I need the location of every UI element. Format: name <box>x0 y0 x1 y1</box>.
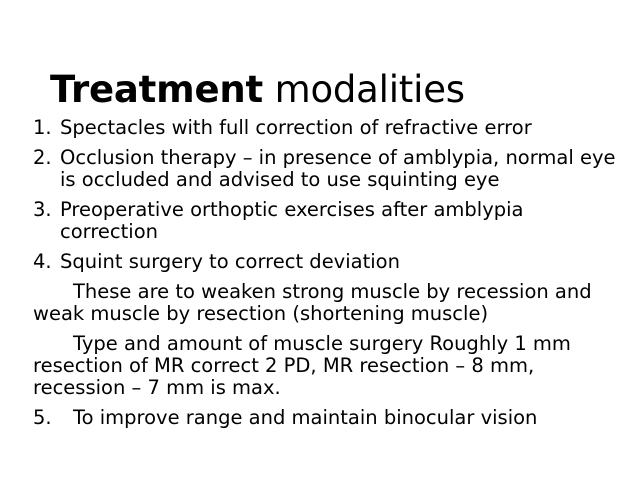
list-text: Preoperative orthoptic exercises after amblypia correction <box>60 198 524 243</box>
list-item <box>33 251 618 273</box>
list-text: Occlusion therapy – in presence of amblypia, normal eye is occluded and advised to use squinting eye <box>60 146 616 191</box>
list-text: Spectacles with full correction of refractive error <box>60 116 532 139</box>
paragraph-muscle-weakening: These are to weaken strong muscle by recession and weak muscle by resection (shortening muscle) <box>33 280 592 325</box>
list-number: 5. <box>33 406 52 429</box>
list-number: 1. <box>33 116 52 139</box>
list-text: Squint surgery to correct deviation <box>60 250 400 273</box>
list-text: To improve range and maintain binocular vision <box>73 406 538 429</box>
title-bold-word: Treatment <box>50 68 264 111</box>
list-number: 2. <box>33 146 52 169</box>
list-item <box>33 117 618 139</box>
paragraph-surgery-amount: Type and amount of muscle surgery Roughly 1 mm resection of MR correct 2 PD, MR resection – 8 mm, recession – 7 mm is max. <box>33 332 571 399</box>
list-number: 4. <box>33 250 52 273</box>
slide-body <box>33 117 618 429</box>
list-item <box>33 199 618 243</box>
title-rest: modalities <box>263 68 465 111</box>
slide-title <box>50 66 465 114</box>
list-number: 3. <box>33 198 52 221</box>
list-item <box>33 147 618 191</box>
list-item-last <box>33 407 618 429</box>
